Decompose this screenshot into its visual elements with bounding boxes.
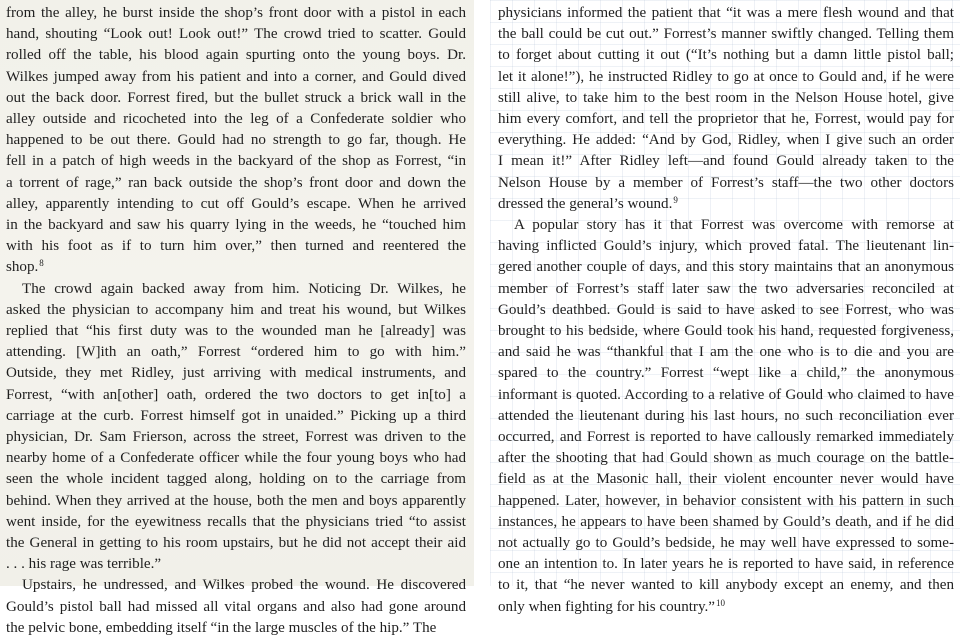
line-text: Nelson House by a member of Forrest’s staff—the two other doctors [498, 174, 954, 191]
line-text: Wilkes jumped away from his patient and into a corner, and Gould dived [6, 68, 466, 85]
line-text: from the alley, he burst inside the shop’s front door with a pistol in each [6, 5, 466, 21]
line-text: informant is quoted. According to a relative of Gould who claimed to have [498, 386, 954, 403]
text-line [6, 427, 466, 448]
text-line [6, 109, 466, 130]
paragraph [498, 215, 954, 618]
line-text: physician, Dr. Sam Frierson, across the street, Forrest was driven to the [6, 429, 466, 446]
text-line [6, 67, 466, 88]
text-line [498, 279, 954, 300]
line-text: the pelvic bone, embedding itself “in the large muscles of the hip.” The [6, 619, 437, 636]
text-line [6, 469, 466, 490]
footnote-marker[interactable]: 10 [716, 597, 726, 608]
text-line [498, 257, 954, 278]
line-text: fell in a patch of high weeds in the backyard of the shop as Forrest, “in [6, 153, 466, 170]
line-text: after the shooting that had Gould shown as much courage on the battle- [498, 450, 954, 467]
text-line [498, 554, 954, 575]
text-line [6, 385, 466, 406]
text-line [6, 279, 466, 300]
text-line [6, 194, 466, 215]
line-text: happened to be out there. Gould had no strength to go far, though. He [6, 132, 466, 149]
text-line [498, 24, 954, 45]
line-text: him every comfort, and tell the proprietor that he, Forrest, would pay for [498, 111, 954, 128]
text-line [498, 109, 954, 130]
line-text: behind. When they arrived at the house, both the men and boys apparently [6, 492, 466, 509]
paragraph [6, 3, 466, 279]
line-text: a torrent of rage,” ran back outside the shop’s front door and down the [6, 174, 466, 191]
line-text: asked the physician to accompany him and treat his wound, but Wilkes [6, 301, 466, 318]
line-text: field as at the Masonic hall, their violent encounter never would have [498, 471, 954, 488]
line-text: carriage at the curb. Forrest himself got in unaided.” Picking up a third [6, 407, 466, 424]
text-line [6, 512, 466, 533]
text-line [498, 173, 954, 194]
line-text: the ball could be cut out.” Forrest’s manner swiftly changed. Telling them [498, 26, 954, 43]
text-line [6, 45, 466, 66]
right-column [490, 0, 960, 615]
text-line [6, 321, 466, 342]
text-line [6, 130, 466, 151]
line-text: gered another couple of days, and this story maintains that an anonymous [498, 259, 954, 276]
text-line [6, 533, 466, 554]
line-text: shop. [6, 259, 39, 276]
text-line [498, 300, 954, 321]
text-line [6, 618, 466, 639]
text-line [498, 491, 954, 512]
line-text: let it alone!”), he instructed Ridley to go at once to Gould and, if he were [498, 68, 954, 85]
line-text: attending. [W]ith an oath,” Forrest “ordered him to go with him.” [6, 344, 466, 361]
line-text: Forrest, “with an[other] oath, ordered the two doctors to get in[to] a [6, 386, 466, 403]
line-text: replied that “his first duty was to the wounded man he [already] was [6, 323, 466, 340]
text-line [6, 406, 466, 427]
line-text: still alive, to take him to the best room in the Nelson House hotel, give [498, 89, 954, 106]
line-text: to forget about cutting it out (“It’s nothing but a damn little pistol ball; [498, 47, 954, 64]
text-line [6, 300, 466, 321]
text-line [498, 575, 954, 596]
footnote-marker[interactable]: 8 [39, 258, 44, 269]
text-line [498, 67, 954, 88]
text-line [498, 130, 954, 151]
text-line [6, 554, 466, 575]
line-text: in the backyard and saw his quarry lying in the weeds, he “touched him [6, 217, 466, 234]
text-line [498, 469, 954, 490]
paragraph [498, 3, 954, 215]
text-line [498, 88, 954, 109]
text-line [6, 575, 466, 596]
text-line [6, 597, 466, 618]
text-line [6, 448, 466, 469]
line-text: occurred, and Forrest is reported to have callously remarked immediately [498, 429, 954, 446]
line-text: to it, that “he never wanted to kill anybody except an enemy, and then [498, 577, 954, 594]
column-gutter [474, 0, 490, 586]
text-line [498, 45, 954, 66]
text-line [498, 427, 954, 448]
text-line [6, 363, 466, 384]
left-column [0, 0, 474, 636]
line-text: . . . his rage was terrible.” [6, 556, 162, 573]
line-text: member of Forrest’s staff later saw the two adversaries reconciled at [498, 280, 954, 297]
text-line [6, 3, 466, 24]
line-text: out the back door. Forrest fired, but the bullet struck a brick wall in the [6, 89, 466, 106]
line-text: brought to his bedside, where Gould took his hand, requested forgiveness, [498, 323, 954, 340]
text-line [498, 3, 954, 24]
text-line [498, 215, 954, 236]
text-line [498, 512, 954, 533]
line-text: nearby home of a Confederate officer while the four young boys who had [6, 450, 466, 467]
line-text: rolled off the table, his blood again spurting onto the young boys. Dr. [6, 47, 466, 64]
line-text: attended the lieutenant during his last hours, no such reconciliation ever [498, 407, 954, 424]
text-line [498, 151, 954, 172]
line-text: with his foot as if to turn him over,” then turned and reentered the [6, 238, 466, 255]
text-line [498, 406, 954, 427]
text-line [498, 236, 954, 257]
text-line [6, 173, 466, 194]
line-text: physicians informed the patient that “it was a mere flesh wound and that [498, 5, 954, 21]
text-line [6, 236, 466, 257]
line-text: one an intention to. In later years he is reported to have said, in reference [498, 556, 954, 573]
text-line [498, 321, 954, 342]
line-text: seen the whole incident tagged along, holding on to the carriage from [6, 471, 466, 488]
text-line [498, 342, 954, 363]
text-line [6, 24, 466, 45]
paragraph [6, 575, 466, 639]
line-text: and said he was “thankful that I am the one who is to die and you are [498, 344, 954, 361]
text-line [498, 597, 954, 618]
line-text: spared to the country.” Forrest “wept like a child,” the anonymous [498, 365, 954, 382]
text-line [498, 194, 954, 215]
line-text: Upstairs, he undressed, and Wilkes probed the wound. He discovered [22, 577, 466, 594]
line-text: everything. He added: “And by God, Ridley, when I give such an order [498, 132, 954, 149]
line-text: not actually go to Gould’s bedside, he may well have expressed to some- [498, 535, 954, 552]
text-line [498, 385, 954, 406]
text-line [498, 448, 954, 469]
line-text: only when fighting for his country.” [498, 598, 716, 615]
text-line [6, 151, 466, 172]
text-line [6, 215, 466, 236]
text-line [498, 363, 954, 384]
line-text: having inflicted Gould’s injury, which proved fatal. The lieutenant lin- [498, 238, 954, 255]
line-text: hand, shouting “Look out! Look out!” The crowd tried to scatter. Gould [6, 26, 466, 43]
text-line [498, 533, 954, 554]
footnote-marker[interactable]: 9 [673, 194, 678, 205]
line-text: Gould’s deathbed. Gould is said to have asked to see Forrest, who was [498, 301, 954, 318]
line-text: Outside, they met Ridley, just arriving with medical instruments, and [6, 365, 466, 382]
line-text: dressed the general’s wound. [498, 195, 673, 212]
text-line [6, 88, 466, 109]
line-text: happened. Later, however, in behavior consistent with his pattern in such [498, 492, 954, 509]
line-text: A popular story has it that Forrest was overcome with remorse at [514, 217, 954, 234]
text-line [6, 342, 466, 363]
line-text: went inside, for the eyewitness recalls that the physicians tried “to assist [6, 513, 466, 530]
text-line [6, 491, 466, 512]
paragraph [6, 279, 466, 576]
line-text: Gould’s pistol ball had missed all vital organs and also had gone around [6, 598, 466, 615]
line-text: instances, he appears to have been shamed by Gould’s death, and if he did [498, 513, 954, 530]
line-text: I mean it!” After Ridley left—and found Gould already taken to the [498, 153, 954, 170]
line-text: the General in getting to his room upstairs, but he did not accept their aid [6, 535, 466, 552]
line-text: alley, apparently intending to cut off Gould’s escape. When he arrived [6, 195, 466, 212]
line-text: The crowd again backed away from him. Noticing Dr. Wilkes, he [22, 280, 466, 297]
text-line [6, 257, 466, 278]
line-text: alley outside and ricocheted into the leg of a Confederate soldier who [6, 111, 466, 128]
